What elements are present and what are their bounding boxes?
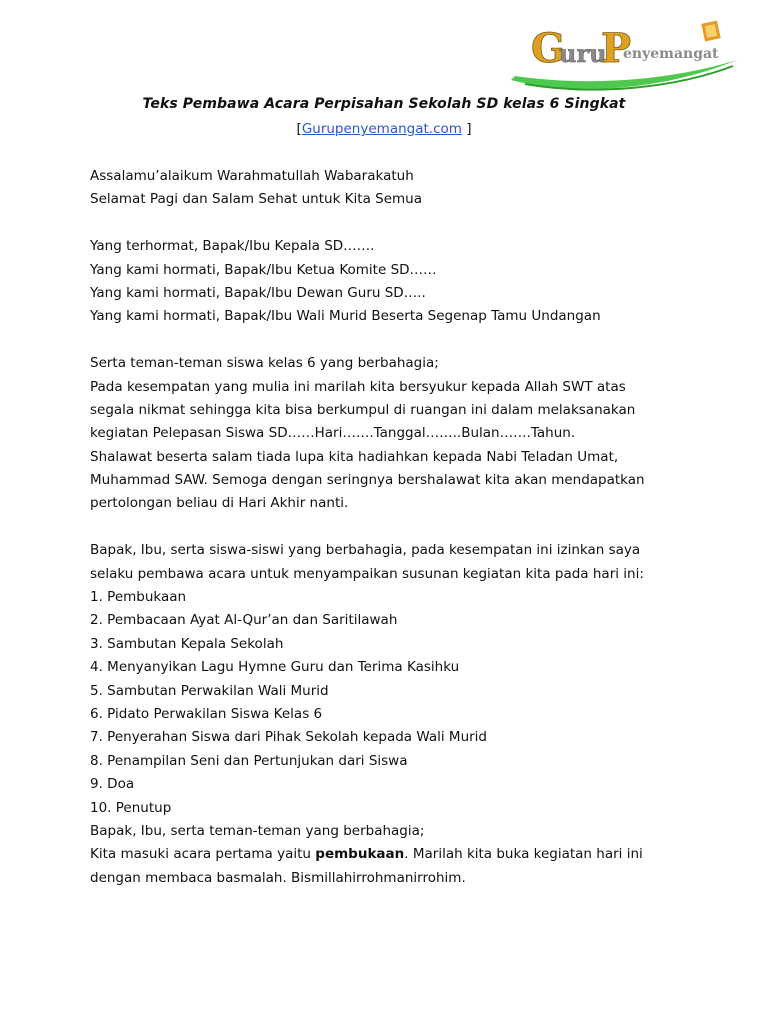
agenda-item: 4. Menyanyikan Lagu Hymne Guru dan Terima Kasihku bbox=[90, 659, 460, 676]
closing-text-post: . Marilah kita buka kegiatan hari ini bbox=[404, 846, 643, 863]
agenda-item: 8. Penampilan Seni dan Pertunjukan dari Siswa bbox=[90, 752, 408, 769]
respect-line: Yang terhormat, Bapak/Ibu Kepala SD……. bbox=[90, 238, 375, 255]
respect-line: Yang kami hormati, Bapak/Ibu Ketua Komite SD…… bbox=[90, 261, 437, 278]
agenda-item: 7. Penyerahan Siswa dari Pihak Sekolah kepada Wali Murid bbox=[90, 729, 487, 746]
document-title: Teks Pembawa Acara Perpisahan Sekolah SD kelas 6 Singkat bbox=[142, 96, 626, 112]
agenda-item: 3. Sambutan Kepala Sekolah bbox=[90, 635, 284, 652]
opening-line: Pada kesempatan yang mulia ini marilah kita bersyukur kepada Allah SWT atas bbox=[90, 378, 626, 395]
opening-line: pertolongan beliau di Hari Akhir nanti. bbox=[90, 495, 349, 512]
agenda-item: 9. Doa bbox=[90, 776, 135, 793]
agenda-item: 1. Pembukaan bbox=[90, 589, 187, 606]
site-logo bbox=[505, 14, 745, 94]
closing-line bbox=[90, 843, 690, 866]
logo-uru: uru bbox=[559, 39, 607, 68]
opening-line: Serta teman-teman siswa kelas 6 yang berbahagia; bbox=[90, 355, 439, 372]
opening-line: kegiatan Pelepasan Siswa SD……Hari…….Tanggal……..Bulan…….Tahun. bbox=[90, 425, 576, 442]
source-link[interactable]: Gurupenyemangat.com bbox=[301, 121, 462, 137]
source-line bbox=[0, 121, 768, 137]
agenda-item: 5. Sambutan Perwakilan Wali Murid bbox=[90, 682, 329, 699]
logo-rest: enyemangat bbox=[623, 46, 719, 62]
source-bracket-close: ] bbox=[461, 121, 472, 137]
greeting-line: Assalamu’alaikum Warahmatullah Wabarakatuh bbox=[90, 168, 414, 184]
closing-text-bold: pembukaan bbox=[315, 846, 405, 863]
greeting-line: Selamat Pagi dan Salam Sehat untuk Kita Semua bbox=[90, 191, 422, 208]
logo-graphic bbox=[505, 14, 745, 94]
source-bracket-open: [ bbox=[296, 121, 302, 137]
opening-line: segala nikmat sehingga kita bisa berkumpul di ruangan ini dalam melaksanakan bbox=[90, 401, 636, 418]
opening-line: Shalawat beserta salam tiada lupa kita hadiahkan kepada Nabi Teladan Umat, bbox=[90, 448, 619, 465]
paragraph-gap bbox=[90, 516, 690, 539]
agenda-intro-line: Bapak, Ibu, serta siswa-siswi yang berbahagia, pada kesempatan ini izinkan saya bbox=[90, 542, 641, 559]
agenda-item: 6. Pidato Perwakilan Siswa Kelas 6 bbox=[90, 705, 323, 722]
agenda-item: 2. Pembacaan Ayat Al-Qur’an dan Saritilawah bbox=[90, 612, 398, 629]
agenda-item: 10. Penutup bbox=[90, 799, 172, 816]
closing-line: dengan membaca basmalah. Bismillahirrohmanirrohim. bbox=[90, 869, 466, 886]
paragraph-gap bbox=[90, 212, 690, 235]
agenda-intro-line: selaku pembawa acara untuk menyampaikan susunan kegiatan kita pada hari ini: bbox=[90, 565, 644, 582]
opening-line: Muhammad SAW. Semoga dengan seringnya bershalawat kita akan mendapatkan bbox=[90, 472, 645, 489]
document-body bbox=[90, 165, 690, 890]
respect-line: Yang kami hormati, Bapak/Ibu Wali Murid Beserta Segenap Tamu Undangan bbox=[90, 308, 601, 325]
closing-text-pre: Kita masuki acara pertama yaitu bbox=[90, 846, 316, 863]
paragraph-gap bbox=[90, 329, 690, 352]
logo-big-p: P bbox=[601, 25, 632, 72]
logo-big-g: G bbox=[531, 25, 566, 72]
respect-line: Yang kami hormati, Bapak/Ibu Dewan Guru SD….. bbox=[90, 284, 426, 301]
closing-line: Bapak, Ibu, serta teman-teman yang berbahagia; bbox=[90, 822, 425, 839]
